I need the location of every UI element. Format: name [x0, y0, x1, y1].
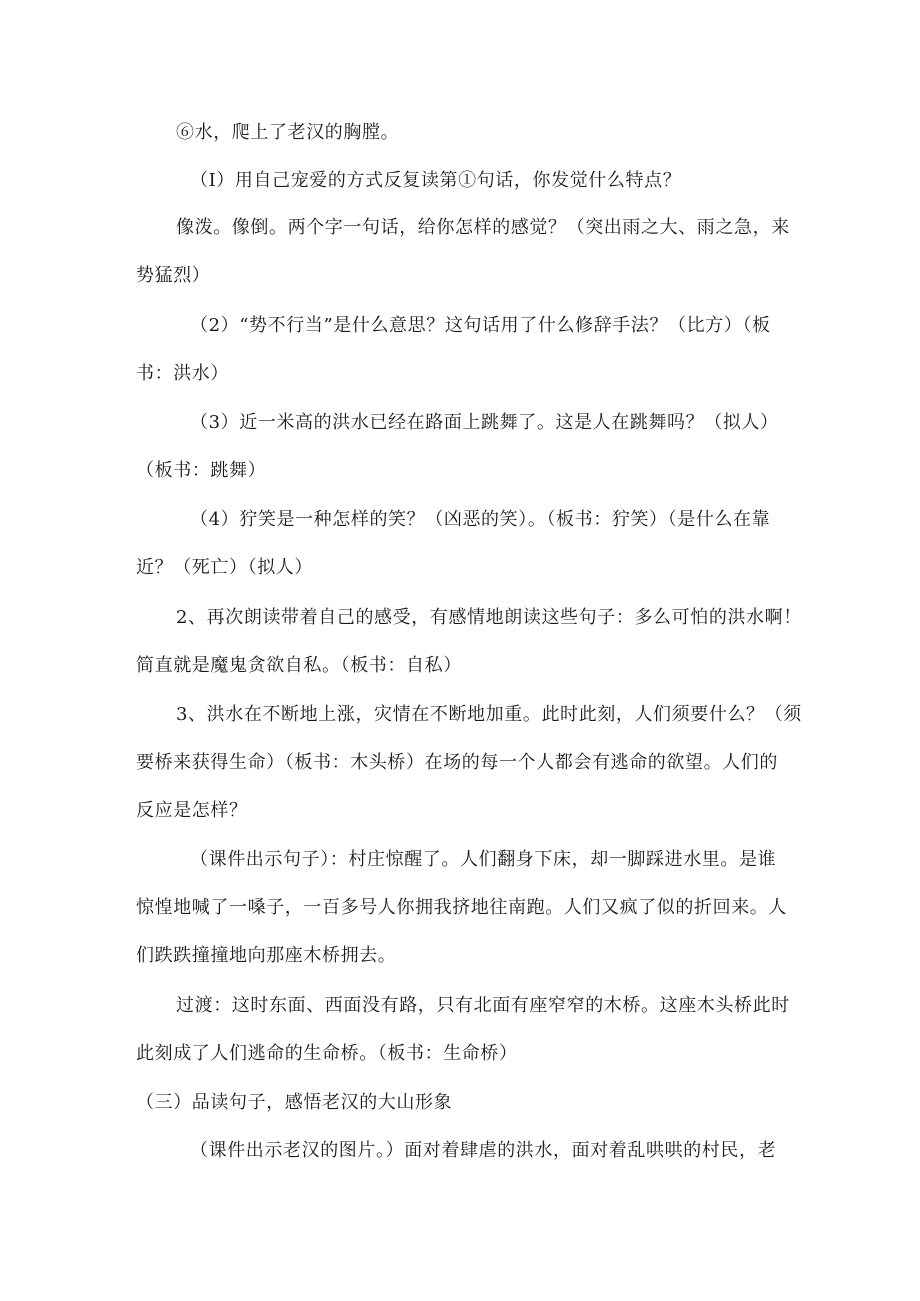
- section-heading: （三）品读句子，感悟老汉的大山形象: [136, 1092, 453, 1113]
- text-line: 要桥来获得生命）（板书：木头桥）在场的每一个人都会有逃命的欲望。人们的: [136, 752, 778, 773]
- text-line: 简直就是魔鬼贪欲自私。（板书：自私）: [136, 655, 462, 676]
- text-line: （3）近一米高的洪水已经在路面上跳舞了。这是人在跳舞吗？（拟人）: [190, 412, 779, 433]
- text-line: （2）“势不行当”是什么意思？这句话用了什么修辞手法？（比方）（板: [190, 315, 771, 336]
- text-line: 此刻成了人们逃命的生命桥。（板书：生命桥）: [136, 1043, 518, 1064]
- text-line: （课件出示句子）：村庄惊醒了。人们翻身下床，却一脚踩进水里。是谁: [190, 849, 777, 870]
- text-line: 们跌跌撞撞地向那座木桥拥去。: [136, 945, 397, 966]
- text-line: （板书：跳舞）: [136, 460, 267, 481]
- text-line: 近？（死亡）（拟人）: [136, 557, 313, 578]
- text-line: （I）用自己宠爱的方式反复读第①句话，你发觉什么特点？: [190, 170, 682, 191]
- text-line: （4）狞笑是一种怎样的笑？（凶恶的笑）。（板书：狞笑）（是什么在靠: [190, 509, 771, 530]
- text-line: 势猛烈）: [136, 265, 211, 286]
- text-line: （课件出示老汉的图片。）面对着肆虐的洪水，面对着乱哄哄的村民，老: [190, 1140, 777, 1161]
- text-line: 3、洪水在不断地上涨，灾情在不断地加重。此时此刻，人们须要什么？（须: [176, 704, 802, 725]
- text-line: 反应是怎样？: [136, 800, 248, 821]
- text-line: 像泼。像倒。两个字一句话，给你怎样的感觉？（突出雨之大、雨之急，来: [176, 217, 790, 238]
- text-line: 惊惶地喊了一嗓子，一百多号人你拥我挤地往南跑。人们又疯了似的折回来。人: [136, 897, 787, 918]
- text-line: 书：洪水）: [136, 363, 229, 384]
- text-line: 过渡：这时东面、西面没有路，只有北面有座窄窄的木桥。这座木头桥此时: [176, 995, 790, 1016]
- text-line: 2、再次朗读带着自己的感受，有感情地朗读这些句子：多么可怕的洪水啊！: [176, 607, 802, 628]
- text-line: ⑥水，爬上了老汉的胸膛。: [176, 122, 400, 143]
